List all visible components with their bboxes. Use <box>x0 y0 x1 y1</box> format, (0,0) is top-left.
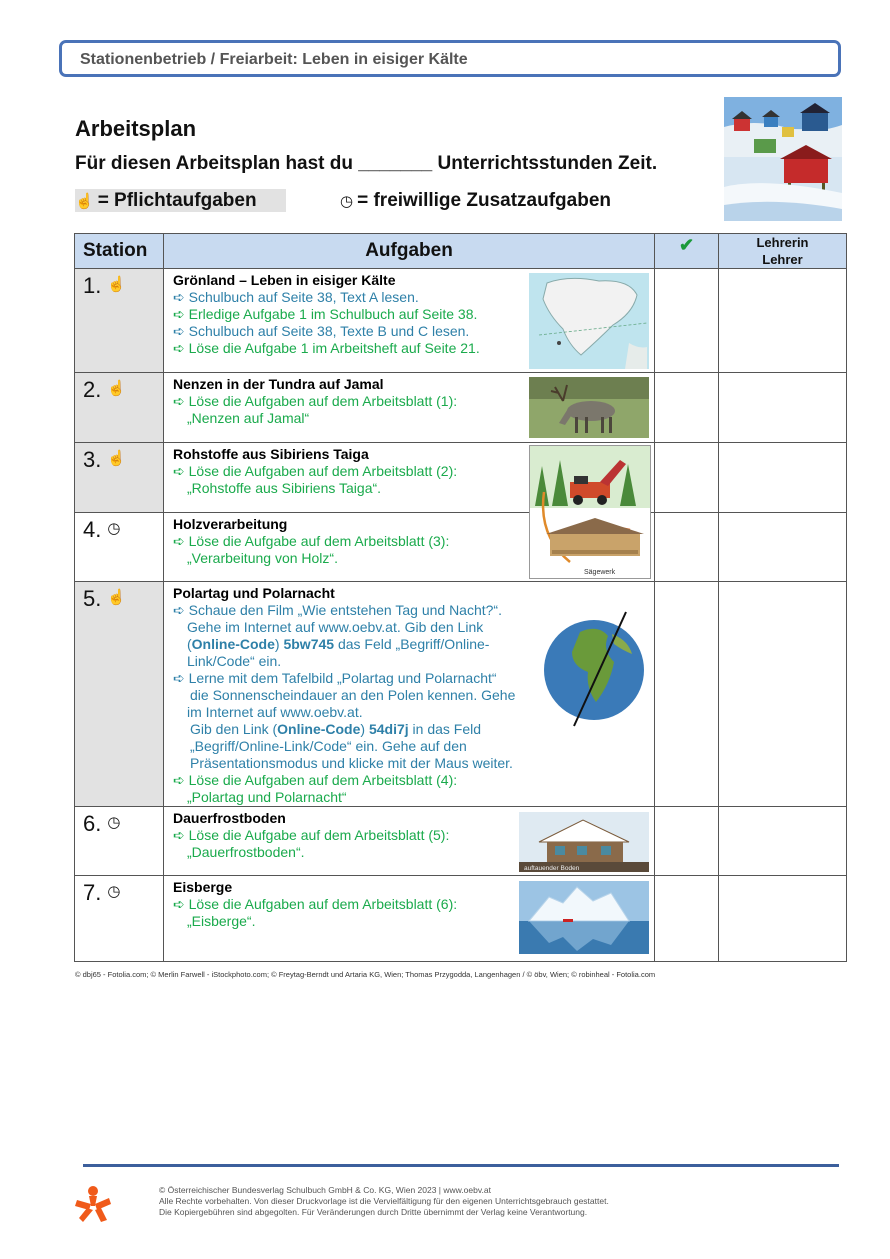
legend-mandatory <box>75 189 286 212</box>
footer-text <box>159 1185 609 1218</box>
task-line: „Verarbeitung von Holz“. <box>187 550 338 566</box>
page-subtitle: Für diesen Arbeitsplan hast du _______ Unterrichtsstunden Zeit. <box>75 153 658 174</box>
task-title: Eisberge <box>173 879 233 895</box>
task-line: ➪ Löse die Aufgaben auf dem Arbeitsblatt (6): <box>173 896 458 912</box>
footer-line: Alle Rechte vorbehalten. Von dieser Druckvorlage ist die Vervielfältigung für den eigenen Unterrichtsgebrauch gestattet. <box>159 1196 609 1206</box>
station-number: 2. <box>83 377 102 402</box>
header-teacher-male: Lehrer <box>762 252 803 267</box>
task-cell <box>164 582 655 807</box>
header-box <box>59 40 841 77</box>
clock-icon: ◷ <box>107 520 121 537</box>
teacher-cell[interactable] <box>719 513 847 582</box>
greenland-map-image <box>529 273 649 369</box>
hand-icon: ☝ <box>107 450 127 467</box>
sawmill-label: Sägewerk <box>584 569 616 576</box>
task-title: Polartag und Polarnacht <box>173 585 335 601</box>
publisher-logo-icon <box>73 1184 113 1224</box>
task-line: ➪ Schulbuch auf Seite 38, Text A lesen. <box>173 289 419 305</box>
task-cell <box>164 373 655 443</box>
hand-icon: ☝ <box>107 276 127 293</box>
task-line: (Online-Code) 5bw745 das Feld „Begriff/Online- <box>187 636 490 652</box>
station-number-cell <box>75 807 164 876</box>
station-number-cell <box>75 443 164 513</box>
legend-optional-label: = freiwillige Zusatzaufgaben <box>357 190 612 211</box>
task-line: Link/Code“ ein. <box>187 653 282 669</box>
teacher-cell[interactable] <box>719 269 847 373</box>
table-row <box>75 582 847 807</box>
teacher-cell[interactable] <box>719 373 847 443</box>
check-cell[interactable] <box>655 443 719 513</box>
task-line: ➪ Löse die Aufgabe auf dem Arbeitsblatt (5): <box>173 827 450 843</box>
station-number-cell <box>75 513 164 582</box>
page-title: Arbeitsplan <box>75 116 197 141</box>
teacher-cell[interactable] <box>719 876 847 962</box>
header-tasks: Aufgaben <box>164 234 655 269</box>
globe-image <box>542 610 652 728</box>
permafrost-house-image <box>519 812 649 872</box>
footer-divider <box>83 1164 839 1167</box>
task-line: „Begriff/Online-Link/Code“ ein. Gehe auf den <box>190 738 467 754</box>
table-row <box>75 269 847 373</box>
station-number-cell <box>75 582 164 807</box>
teacher-cell[interactable] <box>719 582 847 807</box>
task-line: „Nenzen auf Jamal“ <box>187 410 310 426</box>
forestry-sawmill-image <box>529 445 651 579</box>
teacher-cell[interactable] <box>719 807 847 876</box>
permafrost-label: auftauender Boden <box>524 865 580 872</box>
task-line: ➪ Löse die Aufgabe auf dem Arbeitsblatt (3): <box>173 533 450 549</box>
image-credits: © dbj65 - Fotolia.com; © Merlin Farwell - iStockphoto.com; © Freytag-Berndt und Artaria KG, Wien; Thomas Przygodda, Langenhagen / © öbv, Wien; © robinheal - Fotolia.com <box>75 970 656 979</box>
legend-mandatory-label: = Pflichtaufgaben <box>97 190 257 211</box>
task-line: im Internet auf www.oebv.at. <box>187 704 363 720</box>
task-title: Nenzen in der Tundra auf Jamal <box>173 376 384 392</box>
header-title: Stationenbetrieb / Freiarbeit: Leben in eisiger Kälte <box>80 51 468 68</box>
task-line: ➪ Löse die Aufgabe 1 im Arbeitsheft auf Seite 21. <box>173 340 480 356</box>
station-number: 3. <box>83 447 102 472</box>
hand-icon: ☝ <box>75 193 94 210</box>
task-line: ➪ Schulbuch auf Seite 38, Texte B und C lesen. <box>173 323 470 339</box>
task-title: Grönland – Leben in eisiger Kälte <box>173 272 396 288</box>
teacher-cell[interactable] <box>719 443 847 513</box>
hand-icon: ☝ <box>107 589 127 606</box>
task-line: ➪ Schaue den Film „Wie entstehen Tag und Nacht?“. <box>173 602 502 618</box>
task-title: Rohstoffe aus Sibiriens Taiga <box>173 446 369 462</box>
task-line: die Sonnenscheindauer an den Polen kennen. Gehe <box>190 687 516 703</box>
clock-icon: ◷ <box>107 814 121 831</box>
task-line: „Polartag und Polarnacht“ <box>187 789 347 805</box>
checkmark-icon: ✔ <box>655 234 719 269</box>
task-title: Dauerfrostboden <box>173 810 286 826</box>
task-line: „Rohstoffe aus Sibiriens Taiga“. <box>187 480 382 496</box>
check-cell[interactable] <box>655 269 719 373</box>
station-number: 6. <box>83 811 102 836</box>
station-number-cell <box>75 269 164 373</box>
header-teacher-female: Lehrerin <box>756 235 809 250</box>
table-row <box>75 807 847 876</box>
header-station: Station <box>75 234 164 269</box>
station-number: 4. <box>83 517 102 542</box>
task-line: „Eisberge“. <box>187 913 256 929</box>
header-teacher <box>719 234 847 269</box>
check-cell[interactable] <box>655 582 719 807</box>
table-row <box>75 876 847 962</box>
reindeer-photo <box>529 377 649 438</box>
table-row <box>75 443 847 513</box>
task-title: Holzverarbeitung <box>173 516 288 532</box>
station-number-cell <box>75 876 164 962</box>
task-line: ➪ Löse die Aufgaben auf dem Arbeitsblatt (2): <box>173 463 458 479</box>
check-cell[interactable] <box>655 373 719 443</box>
task-line: Gib den Link (Online-Code) 54di7j in das Feld <box>190 721 482 737</box>
check-cell[interactable] <box>655 876 719 962</box>
task-line: ➪ Erledige Aufgabe 1 im Schulbuch auf Seite 38. <box>173 306 478 322</box>
task-line: Präsentationsmodus und klicke mit der Maus weiter. <box>190 755 513 771</box>
task-line: ➪ Löse die Aufgaben auf dem Arbeitsblatt (1): <box>173 393 458 409</box>
station-number-cell <box>75 373 164 443</box>
task-line: ➪ Löse die Aufgaben auf dem Arbeitsblatt (4): <box>173 772 458 788</box>
station-number: 7. <box>83 880 102 905</box>
footer-line: © Österreichischer Bundesverlag Schulbuch GmbH & Co. KG, Wien 2023 | www.oebv.at <box>159 1185 491 1195</box>
task-cell <box>164 807 655 876</box>
clock-icon: ◷ <box>107 883 121 900</box>
check-cell[interactable] <box>655 513 719 582</box>
work-plan-table <box>74 233 847 962</box>
footer-line: Die Kopiergebühren sind abgegolten. Für Veränderungen durch Dritte übernimmt der Verlag keine Verantwortung. <box>159 1207 588 1217</box>
clock-icon: ◷ <box>340 193 354 210</box>
task-cell <box>164 876 655 962</box>
table-row <box>75 373 847 443</box>
legend-optional <box>340 189 611 213</box>
task-cell <box>164 269 655 373</box>
table-row <box>75 513 847 582</box>
task-line: Gehe im Internet auf www.oebv.at. Gib den Link <box>187 619 484 635</box>
station-number: 5. <box>83 586 102 611</box>
task-line: ➪ Lerne mit dem Tafelbild „Polartag und Polarnacht“ <box>173 670 497 686</box>
check-cell[interactable] <box>655 807 719 876</box>
station-number: 1. <box>83 273 102 298</box>
task-line: „Dauerfrostboden“. <box>187 844 305 860</box>
hand-icon: ☝ <box>107 380 127 397</box>
iceberg-photo <box>519 881 649 954</box>
greenland-village-photo <box>724 97 842 221</box>
